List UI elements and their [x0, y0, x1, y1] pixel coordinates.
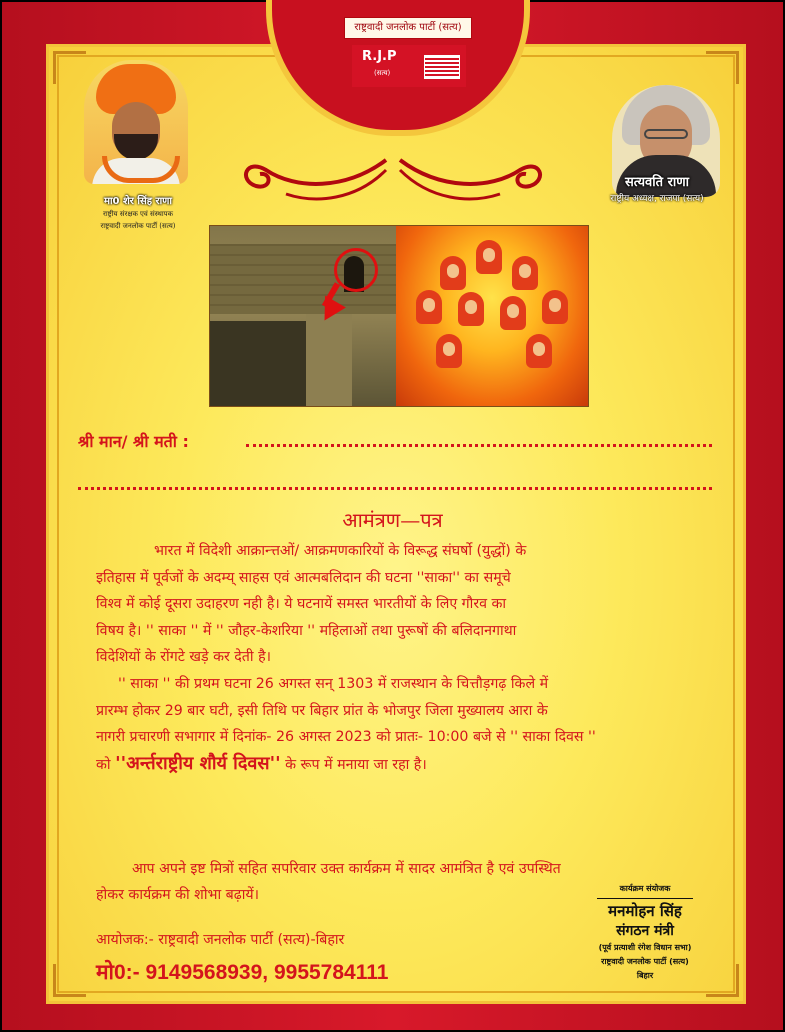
event-name: ''अर्न्तराष्ट्रीय शौर्य दिवस'': [115, 752, 281, 774]
president-caption: [572, 175, 742, 207]
invite-line: आप अपने इष्ट मित्रों सहित सपरिवार उक्त कार्यक्रम में सादर आमंत्रित है एवं उपस्थित: [132, 861, 561, 877]
founder-caption: [68, 196, 208, 232]
decorative-swirl-left: [236, 150, 396, 210]
invitation-body: [96, 538, 736, 778]
body-line: विदेशियों के रोंगटे खड़े कर देती है।: [96, 649, 271, 666]
signature-line: [597, 898, 693, 899]
body-line: विषय है। '' साका '' में '' जौहर-केशरिया '' महिलाओं तथा पुरूषों की बलिदानगाथा: [96, 622, 517, 639]
body-line-last: [96, 751, 736, 779]
stone-pillar: [306, 314, 352, 406]
body-line: '' साका '' की प्रथम घटना 26 अगस्त सन् 1303 में राजस्थान के चित्तौड़गढ़ किले में: [118, 675, 549, 692]
logo-text: R.J.P: [362, 49, 397, 64]
president-role: राष्ट्रीय अध्यक्ष, राजपा (सत्य): [610, 194, 704, 204]
corner-ornament: [53, 964, 86, 997]
addressee-dotted-line: [246, 432, 712, 447]
invitation-title: आमंत्रण—पत्र: [342, 508, 443, 532]
woman-figure: [476, 240, 502, 274]
woman-figure: [500, 296, 526, 330]
invite-line: होकर कार्यक्रम की शोभा बढ़ायें।: [96, 887, 260, 903]
flag-icon: [424, 55, 460, 79]
signature-block: [560, 882, 730, 983]
founder-name: मा0 शेर सिंह राणा: [103, 196, 173, 207]
founder-photo: [84, 60, 188, 184]
woman-figure: [440, 256, 466, 290]
signatory-sub-1: (पूर्व प्रत्याशी रंगेश विधान सभा): [598, 943, 692, 952]
logo-subtext: (सत्य): [374, 69, 391, 77]
body-line: विश्‍व में कोई दूसरा उदाहरण नही है। ये घटनायें समस्त भारतीयों के लिए गौरव का: [96, 596, 507, 613]
woman-figure: [526, 334, 552, 368]
last-line-post: के रूप में मनाया जा रहा है।: [280, 756, 427, 773]
signatory-sub-2: राष्ट्रवादी जनलोक पार्टी (सत्य): [601, 957, 689, 966]
woman-figure: [542, 290, 568, 324]
last-line-pre: को: [96, 756, 116, 773]
body-line: भारत में विदेशी आक्रान्त्तओं/ आक्रमणकारियों के विरूद्ध संघर्षो (युद्धों) के: [154, 543, 527, 559]
woman-figure: [416, 290, 442, 324]
addressee-label: श्री मान/ श्री मती :: [78, 432, 189, 451]
signatory-sub-3: बिहार: [636, 971, 654, 980]
glasses-shape: [644, 129, 688, 139]
founder-title-1: राष्ट्रीय संरक्षक एवं संस्थापक: [102, 210, 174, 218]
signatory-name: मनमोहन सिंह: [608, 902, 682, 920]
corner-ornament: [53, 51, 86, 84]
signature-role: कार्यक्रम संयोजक: [619, 884, 671, 893]
party-name: राष्ट्रवादी जनलोक पार्टी (सत्य): [344, 17, 472, 39]
body-line: नागरी प्रचारणी सभागार में दिनांक- 26 अगस्त 2023 को प्रातः- 10:00 बजे से '' साका दिवस '': [96, 729, 596, 746]
corner-ornament: [706, 51, 739, 84]
jauhar-fire-painting: [396, 226, 588, 406]
signatory-position: संगठन मंत्री: [616, 923, 674, 939]
president-name: सत्यवति राणा: [624, 175, 690, 190]
organizer: आयोजक:- राष्ट्रवादी जनलोक पार्टी (सत्य)-बिहार: [96, 932, 345, 948]
woman-figure: [436, 334, 462, 368]
saka-illustration: [209, 225, 589, 407]
highlight-circle: [334, 248, 378, 292]
body-line: इतिहास में पूर्वजों के अदम्य् साहस एवं आत्मबलिदान की घटना ''साका'' का समूचे: [96, 569, 511, 586]
stepwell-photo: [210, 226, 400, 406]
woman-figure: [458, 292, 484, 326]
woman-figure: [512, 256, 538, 290]
party-logo: [352, 45, 466, 87]
founder-title-2: राष्ट्रवादी जनलोक पार्टी (सत्य): [100, 222, 176, 230]
decorative-swirl-right: [390, 150, 550, 210]
addressee-dotted-line-2: [78, 477, 712, 490]
body-line: प्रारम्भ होकर 29 बार घटी, इसी तिथि पर बिहार प्रांत के भोजपुर जिला मुख्यालय आरा के: [96, 702, 548, 719]
mobile-numbers: मो0:- 9149568939, 9955784111: [96, 961, 389, 984]
